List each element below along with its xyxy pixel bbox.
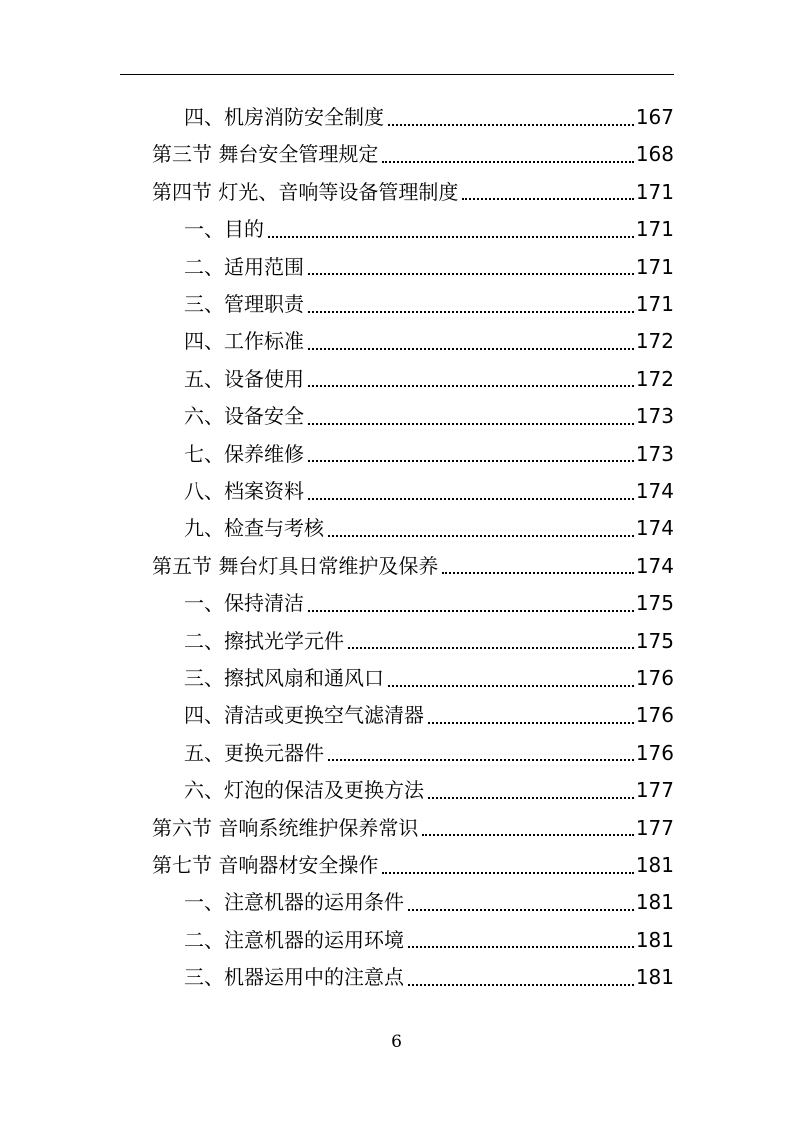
toc-dot-leader: [308, 498, 634, 500]
toc-entry-page: 181: [635, 927, 674, 952]
toc-entry[interactable]: [184, 510, 674, 547]
toc-entry-label: 第五节 舞台灯具日常维护及保养: [152, 553, 439, 578]
toc-entry-label: 一、目的: [184, 217, 264, 242]
toc-entry[interactable]: [184, 249, 674, 286]
toc-dot-leader: [422, 834, 633, 836]
toc-entry-page: 175: [635, 628, 674, 653]
toc-entry-label: 第七节 音响器材安全操作: [152, 853, 379, 877]
toc-entry-label: 四、工作标准: [184, 329, 304, 354]
toc-dot-leader: [382, 161, 633, 163]
toc-dot-leader: [382, 872, 633, 874]
toc-dot-leader: [348, 647, 634, 649]
toc-entry-page: 168: [635, 142, 674, 167]
toc-dot-leader: [308, 610, 634, 612]
toc-dot-leader: [308, 273, 634, 275]
toc-dot-leader: [308, 311, 634, 313]
toc-entry-page: 177: [635, 815, 674, 840]
toc-entry[interactable]: [184, 211, 674, 248]
toc-entry[interactable]: [184, 884, 674, 921]
toc-entry[interactable]: [184, 323, 674, 360]
toc-entry-page: 174: [635, 553, 674, 578]
toc-entry-label: 三、管理职责: [184, 292, 304, 316]
toc-entry-label: 第六节 音响系统维护保养常识: [152, 815, 419, 840]
toc-entry[interactable]: [152, 810, 674, 847]
toc-entry[interactable]: [184, 959, 674, 996]
toc-dot-leader: [408, 984, 634, 986]
toc-entry-page: 173: [635, 404, 674, 429]
toc-dot-leader: [428, 722, 634, 724]
toc-entry[interactable]: [184, 99, 674, 136]
toc-entry-label: 四、清洁或更换空气滤清器: [184, 703, 424, 728]
toc-entry-page: 171: [635, 254, 674, 279]
toc-entry-label: 三、擦拭风扇和通风口: [184, 666, 384, 690]
toc-entry[interactable]: [152, 847, 674, 884]
toc-entry-page: 172: [635, 329, 674, 354]
toc-entry-label: 四、机房消防安全制度: [184, 105, 384, 129]
page-number: 6: [391, 1032, 402, 1052]
toc-dot-leader: [408, 946, 634, 948]
toc-entry-page: 181: [635, 853, 674, 877]
toc-entry[interactable]: [184, 660, 674, 697]
toc-entry-page: 171: [635, 292, 674, 316]
toc-entry[interactable]: [184, 361, 674, 398]
toc-dot-leader: [408, 909, 634, 911]
toc-dot-leader: [442, 572, 633, 574]
toc-entry-page: 171: [635, 217, 674, 242]
toc-entry-page: 181: [635, 890, 674, 915]
toc-entry-page: 177: [635, 778, 674, 803]
toc-entry-page: 172: [635, 366, 674, 391]
toc-entry[interactable]: [184, 922, 674, 959]
toc-entry-page: 181: [635, 965, 674, 990]
toc-entry-page: 174: [635, 479, 674, 503]
toc-entry[interactable]: [152, 136, 674, 173]
toc-entry-page: 174: [635, 516, 674, 541]
toc-entry-label: 三、机器运用中的注意点: [184, 965, 404, 990]
toc-entry-label: 一、保持清洁: [184, 591, 304, 616]
toc-entry-page: 167: [635, 105, 674, 129]
toc-dot-leader: [308, 385, 634, 387]
toc-entry-label: 六、设备安全: [184, 404, 304, 429]
toc-dot-leader: [328, 759, 634, 761]
toc-entry[interactable]: [184, 436, 674, 473]
toc-dot-leader: [388, 124, 634, 126]
toc-dot-leader: [428, 797, 634, 799]
toc-dot-leader: [308, 423, 634, 425]
toc-entry[interactable]: [184, 772, 674, 809]
toc-entry[interactable]: [184, 623, 674, 660]
toc-entry-label: 九、检查与考核: [184, 516, 324, 541]
toc-entry-label: 八、档案资料: [184, 479, 304, 503]
toc-dot-leader: [268, 236, 634, 238]
toc-entry-label: 五、更换元器件: [184, 740, 324, 765]
toc-entry-page: 171: [635, 179, 674, 204]
toc-entry-page: 176: [635, 703, 674, 728]
header-rule: [120, 74, 674, 75]
toc-entry-page: 176: [635, 666, 674, 690]
toc-entry-label: 第三节 舞台安全管理规定: [152, 142, 379, 167]
toc-entry-label: 五、设备使用: [184, 366, 304, 391]
toc-entry[interactable]: [184, 697, 674, 734]
toc-entry-page: 173: [635, 441, 674, 466]
toc-entry[interactable]: [184, 398, 674, 435]
toc-entry-label: 二、注意机器的运用环境: [184, 927, 404, 952]
toc-entry[interactable]: [152, 548, 674, 585]
toc-entry-label: 一、注意机器的运用条件: [184, 890, 404, 915]
toc-dot-leader: [308, 348, 634, 350]
toc-entry[interactable]: [184, 585, 674, 622]
toc-dot-leader: [462, 198, 633, 200]
toc-entry[interactable]: [152, 174, 674, 211]
toc-entry-label: 六、灯泡的保洁及更换方法: [184, 778, 424, 803]
toc-entry[interactable]: [184, 735, 674, 772]
toc-dot-leader: [328, 535, 634, 537]
toc-entry[interactable]: [184, 473, 674, 510]
toc-entry[interactable]: [184, 286, 674, 323]
toc-entry-page: 176: [635, 740, 674, 765]
toc-entry-label: 二、擦拭光学元件: [184, 628, 344, 653]
toc-entry-page: 175: [635, 591, 674, 616]
toc-entry-label: 七、保养维修: [184, 441, 304, 466]
toc-entry-label: 第四节 灯光、音响等设备管理制度: [152, 179, 459, 204]
toc-dot-leader: [308, 460, 634, 462]
toc-entry-label: 二、适用范围: [184, 254, 304, 279]
toc-dot-leader: [388, 685, 634, 687]
